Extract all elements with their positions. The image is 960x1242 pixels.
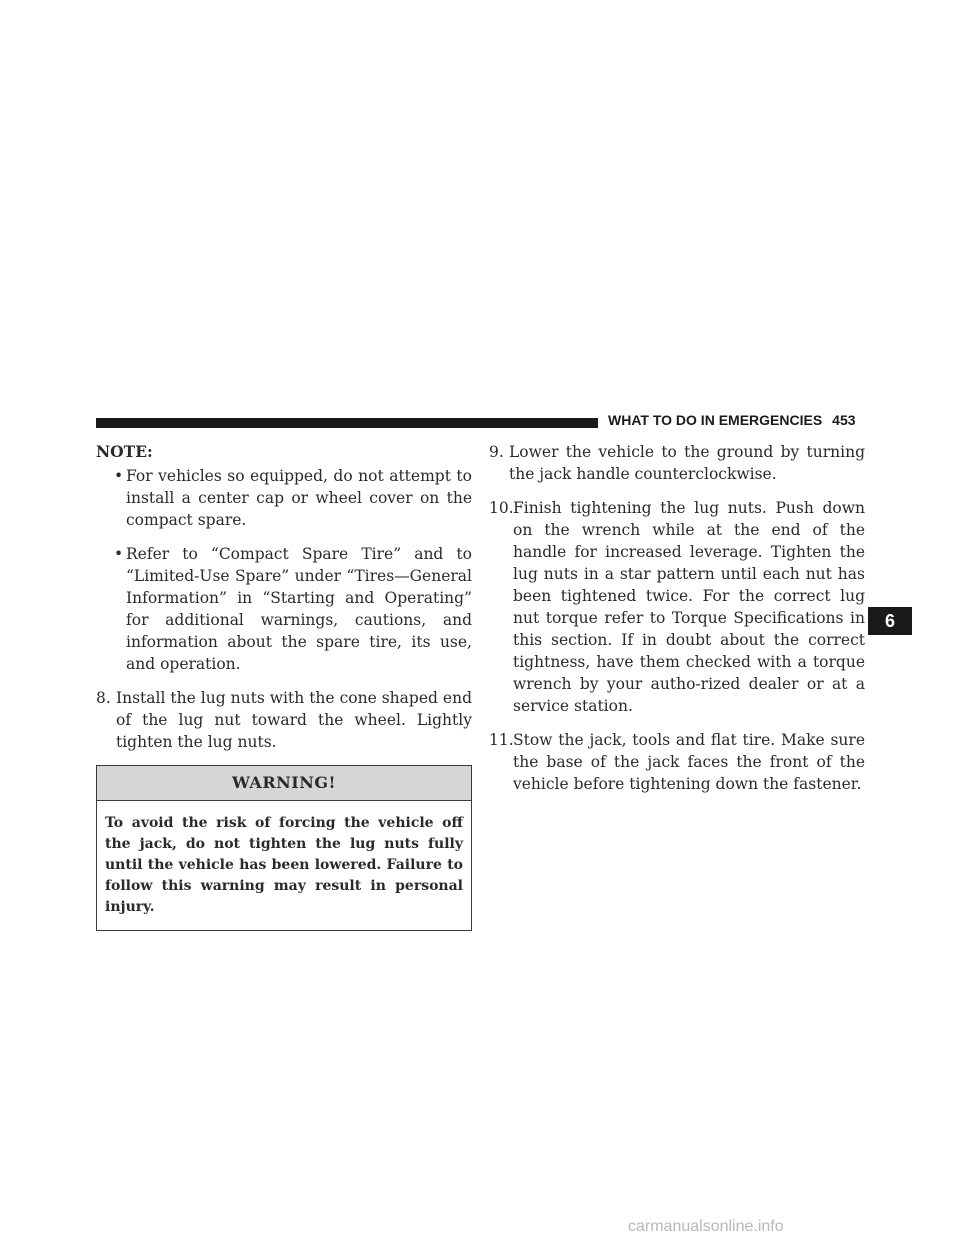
step-text: Stow the jack, tools and flat tire. Make sure the base of the jack faces the front of the vehicle before tightening down the fastener. <box>513 731 865 793</box>
watermark: carmanualsonline.info <box>628 1218 784 1235</box>
running-header <box>608 412 864 428</box>
note-label: NOTE: <box>96 442 153 461</box>
step-text: Install the lug nuts with the cone shaped end of the lug nut toward the wheel. Lightly tighten the lug nuts. <box>116 689 472 751</box>
note-bullet <box>96 543 472 675</box>
warning-box <box>96 765 472 931</box>
bullet-icon: • <box>114 545 124 563</box>
step-number: 11. <box>489 731 514 749</box>
step-text: Lower the vehicle to the ground by turning the jack handle counterclockwise. <box>509 443 865 483</box>
step-number: 10. <box>489 499 514 517</box>
warning-title: WARNING! <box>97 766 471 801</box>
step-text: Finish tightening the lug nuts. Push down on the wrench while at the end of the handle for increased leverage. Tighten the lug nuts in a star pattern until each nut has been tightened twice. For the correct lug nut torque refer to Torque Specifications in this section. If in doubt about the correct tightness, have them checked with a torque wrench by your autho-rized dealer or at a service station. <box>513 499 865 715</box>
bullet-icon: • <box>114 467 124 485</box>
step-11 <box>489 729 865 795</box>
bullet-text: For vehicles so equipped, do not attempt to install a center cap or wheel cover on the compact spare. <box>126 467 472 529</box>
step-8 <box>96 687 472 753</box>
step-number: 8. <box>96 689 111 707</box>
right-column <box>489 441 865 807</box>
step-9 <box>489 441 865 485</box>
step-10 <box>489 497 865 717</box>
warning-text: To avoid the risk of forcing the vehicle off the jack, do not tighten the lug nuts fully until the vehicle has been lowered. Failure to follow this warning may result in personal injury. <box>105 815 463 915</box>
chapter-tab: 6 <box>868 607 912 635</box>
bullet-text: Refer to “Compact Spare Tire” and to “Limited-Use Spare” under “Tires—General Information” in “Starting and Operating” for additional warnings, cautions, and information about the spare tire, its use, and operation. <box>126 545 472 673</box>
note-bullet <box>96 465 472 531</box>
header-rule <box>96 418 598 428</box>
left-column <box>96 441 472 931</box>
section-title: WHAT TO DO IN EMERGENCIES <box>608 412 823 428</box>
page-number: 453 <box>832 412 856 428</box>
step-number: 9. <box>489 443 504 461</box>
